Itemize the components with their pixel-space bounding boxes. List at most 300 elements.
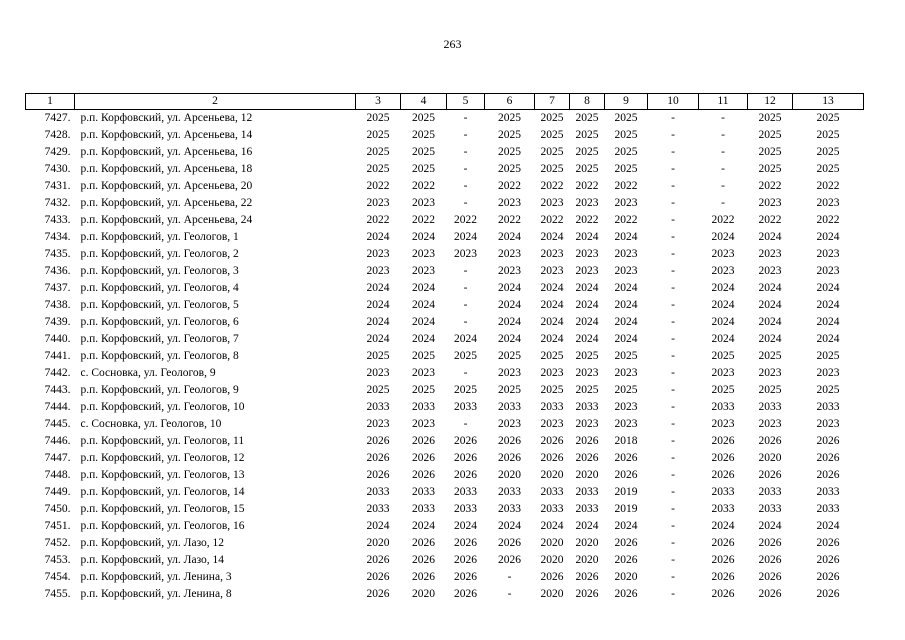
row-number-cell: 7455. [44,588,71,600]
year-cell: - [671,469,675,481]
year-cell: 2026 [412,537,435,549]
year-cell: 2023 [540,367,564,379]
row-number-cell: 7441. [44,350,71,362]
address-cell: р.п. Корфовский, ул. Геологов, 15 [80,503,245,515]
year-cell: - [463,146,468,158]
year-cell: 2026 [575,435,599,447]
year-cell: 2026 [366,554,390,566]
row-number-cell: 7439. [44,316,71,328]
address-cell: р.п. Корфовский, ул. Арсеньева, 16 [80,146,253,158]
year-cell: 2024 [540,231,564,243]
year-cell: 2024 [816,282,840,294]
year-cell: 2022 [412,180,435,192]
year-cell: 2020 [575,554,599,566]
address-cell: р.п. Корфовский, ул. Геологов, 16 [80,520,245,532]
year-cell: 2026 [575,452,599,464]
year-cell: 2024 [816,333,840,345]
year-cell: 2025 [711,384,735,396]
year-cell: 2033 [540,503,564,515]
table-row [26,246,864,263]
year-cell: 2026 [454,469,477,481]
year-cell: 2025 [540,112,564,124]
year-cell: 2023 [816,418,840,430]
table-row [26,263,864,280]
address-cell: р.п. Корфовский, ул. Геологов, 6 [80,316,239,328]
year-cell: 2026 [758,571,782,583]
address-cell: р.п. Корфовский, ул. Ленина, 3 [80,571,232,583]
year-cell: 2022 [614,180,638,192]
table-row [26,212,864,229]
year-cell: 2025 [758,112,782,124]
row-number-cell: 7452. [44,537,71,549]
address-cell: р.п. Корфовский, ул. Арсеньева, 24 [80,214,253,226]
address-cell: р.п. Корфовский, ул. Геологов, 9 [80,384,239,396]
year-cell: - [671,571,675,583]
year-cell: 2033 [498,503,521,515]
year-cell: 2022 [454,214,477,226]
year-cell: 2026 [454,452,477,464]
year-cell: 2033 [711,486,735,498]
row-number-cell: 7429. [44,146,71,158]
year-cell: 2022 [575,214,599,226]
year-cell: 2026 [498,435,521,447]
year-cell: 2022 [711,214,735,226]
year-cell: - [721,129,725,141]
year-cell: 2025 [540,350,564,362]
year-cell: 2020 [540,469,564,481]
table-body [26,110,864,604]
year-cell: 2022 [816,214,840,226]
year-cell: 2025 [540,163,564,175]
year-cell: 2025 [614,129,638,141]
year-cell: 2022 [498,180,521,192]
year-cell: 2033 [575,486,599,498]
year-cell: 2023 [366,248,390,260]
year-cell: 2025 [614,350,638,362]
address-cell: р.п. Корфовский, ул. Ленина, 8 [80,588,232,600]
column-header-11: 11 [699,94,748,110]
row-number-cell: 7438. [44,299,71,311]
year-cell: 2023 [614,265,638,277]
year-cell: 2023 [540,197,564,209]
column-header-8: 8 [570,94,605,110]
year-cell: 2026 [575,588,599,600]
table-row [26,450,864,467]
year-cell: 2022 [758,180,782,192]
year-cell: - [463,282,468,294]
year-cell: 2025 [575,129,599,141]
table-header [26,94,864,110]
year-cell: - [463,129,468,141]
year-cell: 2022 [366,214,390,226]
year-cell: 2033 [711,401,735,413]
year-cell: 2033 [575,503,599,515]
row-number-cell: 7444. [44,401,71,413]
year-cell: 2025 [498,384,521,396]
year-cell: 2020 [498,469,521,481]
table-row [26,127,864,144]
year-cell: 2033 [366,401,390,413]
address-cell: р.п. Корфовский, ул. Геологов, 11 [80,435,245,447]
year-cell: 2020 [540,537,564,549]
year-cell: 2026 [412,435,435,447]
year-cell: 2024 [498,282,521,294]
address-cell: р.п. Корфовский, ул. Геологов, 12 [80,452,245,464]
year-cell: - [671,503,675,515]
year-cell: 2024 [614,299,638,311]
year-cell: 2026 [816,571,840,583]
year-cell: 2033 [758,503,782,515]
year-cell: 2025 [498,350,521,362]
year-cell: 2024 [711,282,735,294]
year-cell: 2024 [711,333,735,345]
year-cell: - [721,146,725,158]
year-cell: 2025 [366,146,390,158]
year-cell: 2026 [758,588,782,600]
year-cell: 2020 [575,469,599,481]
year-cell: 2033 [816,503,840,515]
table-row [26,178,864,195]
year-cell: - [721,197,725,209]
year-cell: 2024 [758,282,782,294]
year-cell: - [463,418,468,430]
year-cell: 2023 [711,367,735,379]
year-cell: 2026 [816,554,840,566]
row-number-cell: 7446. [44,435,71,447]
table-row [26,569,864,586]
row-number-cell: 7443. [44,384,71,396]
year-cell: 2026 [614,452,638,464]
year-cell: 2026 [575,571,599,583]
year-cell: 2024 [412,316,435,328]
address-cell: р.п. Корфовский, ул. Арсеньева, 14 [80,129,253,141]
year-cell: 2025 [758,163,782,175]
year-cell: 2025 [575,350,599,362]
year-cell: - [463,265,468,277]
year-cell: 2026 [412,571,435,583]
year-cell: 2025 [540,146,564,158]
year-cell: 2025 [366,112,390,124]
year-cell: - [671,129,675,141]
year-cell: - [721,180,725,192]
table-row [26,399,864,416]
year-cell: 2025 [412,112,435,124]
row-number-cell: 7450. [44,503,71,515]
year-cell: - [671,214,675,226]
year-cell: - [463,180,468,192]
year-cell: 2026 [758,554,782,566]
year-cell: 2024 [454,333,477,345]
year-cell: 2025 [816,112,840,124]
year-cell: 2026 [711,435,735,447]
year-cell: 2024 [758,299,782,311]
year-cell: 2024 [758,231,782,243]
year-cell: 2025 [454,350,477,362]
address-cell: с. Сосновка, ул. Геологов, 10 [80,418,222,430]
row-number-cell: 7436. [44,265,71,277]
year-cell: 2023 [758,197,782,209]
table-row [26,416,864,433]
year-cell: 2025 [758,350,782,362]
column-header-3: 3 [356,94,401,110]
year-cell: 2026 [816,537,840,549]
table-row [26,552,864,569]
year-cell: 2025 [498,129,521,141]
row-number-cell: 7432. [44,197,71,209]
year-cell: - [463,299,468,311]
year-cell: 2024 [366,333,390,345]
row-number-cell: 7453. [44,554,71,566]
table-row [26,297,864,314]
year-cell: 2024 [540,316,564,328]
year-cell: 2033 [412,401,435,413]
year-cell: 2026 [816,588,840,600]
year-cell: 2023 [498,265,521,277]
year-cell: 2026 [454,537,477,549]
year-cell: 2025 [454,384,477,396]
year-cell: 2026 [758,469,782,481]
year-cell: - [671,112,675,124]
year-cell: 2026 [711,588,735,600]
year-cell: 2023 [711,265,735,277]
year-cell: 2023 [575,418,599,430]
table-row [26,382,864,399]
year-cell: 2023 [412,367,435,379]
year-cell: 2033 [454,486,477,498]
year-cell: 2026 [454,554,477,566]
year-cell: 2024 [711,231,735,243]
year-cell: 2025 [498,146,521,158]
year-cell: 2025 [816,163,840,175]
year-cell: - [721,163,725,175]
year-cell: - [463,197,468,209]
year-cell: 2026 [816,452,840,464]
year-cell: 2033 [816,401,840,413]
year-cell: 2023 [412,248,435,260]
year-cell: - [671,231,675,243]
year-cell: 2024 [816,316,840,328]
column-header-12: 12 [748,94,793,110]
address-cell: с. Сосновка, ул. Геологов, 9 [80,367,216,379]
year-cell: 2024 [614,333,638,345]
year-cell: 2024 [366,282,390,294]
year-cell: 2026 [498,554,521,566]
year-cell: - [463,316,468,328]
year-cell: - [671,299,675,311]
year-cell: 2024 [614,316,638,328]
address-cell: р.п. Корфовский, ул. Геологов, 7 [80,333,239,345]
year-cell: 2026 [366,452,390,464]
address-cell: р.п. Корфовский, ул. Геологов, 2 [80,248,239,260]
year-cell: - [671,384,675,396]
column-header-9: 9 [605,94,648,110]
address-cell: р.п. Корфовский, ул. Геологов, 5 [80,299,239,311]
year-cell: - [671,520,675,532]
year-cell: 2025 [575,163,599,175]
year-cell: 2023 [366,197,390,209]
year-cell: 2025 [816,146,840,158]
year-cell: 2023 [366,367,390,379]
year-cell: 2026 [711,571,735,583]
year-cell: - [671,197,675,209]
year-cell: - [463,112,468,124]
year-cell: - [671,146,675,158]
year-cell: 2025 [412,163,435,175]
year-cell: 2025 [575,112,599,124]
column-header-7: 7 [535,94,570,110]
year-cell: 2026 [540,571,564,583]
year-cell: 2025 [366,163,390,175]
year-cell: 2023 [366,265,390,277]
table-row [26,501,864,518]
year-cell: 2023 [412,265,435,277]
year-cell: 2022 [540,214,564,226]
year-cell: 2020 [366,537,390,549]
year-cell: 2023 [816,248,840,260]
year-cell: 2024 [575,316,599,328]
year-cell: 2024 [540,520,564,532]
column-header-2: 2 [75,94,356,110]
row-number-cell: 7427. [44,112,71,124]
year-cell: 2026 [366,435,390,447]
year-cell: - [671,350,675,362]
table-row [26,467,864,484]
year-cell: 2025 [366,384,390,396]
table-row [26,229,864,246]
year-cell: 2023 [816,197,840,209]
year-cell: 2023 [412,197,435,209]
year-cell: - [671,486,675,498]
address-cell: р.п. Корфовский, ул. Лазо, 14 [80,554,225,566]
year-cell: 2033 [540,401,564,413]
address-cell: р.п. Корфовский, ул. Геологов, 10 [80,401,245,413]
year-cell: 2026 [816,469,840,481]
year-cell: 2023 [412,418,435,430]
row-number-cell: 7437. [44,282,71,294]
year-cell: 2026 [711,469,735,481]
year-cell: 2024 [498,333,521,345]
year-cell: 2020 [540,554,564,566]
year-cell: 2026 [816,435,840,447]
address-cell: р.п. Корфовский, ул. Арсеньева, 12 [80,112,253,124]
year-cell: 2025 [412,350,435,362]
year-cell: 2024 [540,299,564,311]
year-cell: 2026 [412,452,435,464]
row-number-cell: 7434. [44,231,71,243]
year-cell: 2023 [498,248,521,260]
year-cell: 2024 [816,520,840,532]
year-cell: - [671,418,675,430]
year-cell: 2024 [711,316,735,328]
year-cell: 2023 [816,367,840,379]
year-cell: 2033 [366,486,390,498]
year-cell: 2033 [366,503,390,515]
year-cell: 2024 [711,299,735,311]
year-cell: 2022 [366,180,390,192]
row-number-cell: 7451. [44,520,71,532]
year-cell: 2026 [711,554,735,566]
year-cell: 2025 [711,350,735,362]
year-cell: 2033 [498,401,521,413]
year-cell: - [463,367,468,379]
year-cell: 2024 [575,231,599,243]
column-header-6: 6 [485,94,535,110]
year-cell: 2022 [412,214,435,226]
year-cell: 2025 [366,350,390,362]
year-cell: 2024 [498,299,521,311]
year-cell: 2033 [758,401,782,413]
row-number-cell: 7435. [44,248,71,260]
year-cell: 2026 [366,571,390,583]
year-cell: 2026 [498,537,521,549]
year-cell: 2025 [498,163,521,175]
year-cell: - [507,571,512,583]
year-cell: 2023 [498,197,521,209]
table-row [26,433,864,450]
year-cell: 2033 [816,486,840,498]
table-row [26,331,864,348]
year-cell: 2024 [614,231,638,243]
year-cell: - [671,588,675,600]
table-row [26,195,864,212]
year-cell: 2025 [758,146,782,158]
table-row [26,144,864,161]
year-cell: 2024 [575,282,599,294]
year-cell: 2023 [498,367,521,379]
year-cell: 2024 [454,231,477,243]
table-row [26,484,864,501]
register-table [25,93,864,603]
year-cell: 2019 [614,486,638,498]
year-cell: - [671,452,675,464]
year-cell: 2026 [614,554,638,566]
year-cell: 2024 [412,282,435,294]
year-cell: 2024 [575,333,599,345]
table-row [26,280,864,297]
year-cell: 2033 [540,486,564,498]
year-cell: 2019 [614,503,638,515]
year-cell: 2026 [454,435,477,447]
year-cell: - [721,112,725,124]
page-number: 263 [443,37,462,51]
row-number-cell: 7440. [44,333,71,345]
year-cell: 2033 [454,401,477,413]
year-cell: 2026 [366,588,390,600]
year-cell: - [671,333,675,345]
year-cell: 2024 [614,282,638,294]
table-row [26,110,864,128]
year-cell: 2022 [758,214,782,226]
year-cell: 2024 [816,231,840,243]
year-cell: 2024 [575,520,599,532]
year-cell: 2023 [454,248,477,260]
year-cell: 2023 [711,248,735,260]
table-row [26,348,864,365]
year-cell: 2020 [412,588,435,600]
year-cell: 2025 [614,163,638,175]
address-cell: р.п. Корфовский, ул. Геологов, 3 [80,265,239,277]
year-cell: 2018 [614,435,638,447]
year-cell: 2023 [575,367,599,379]
year-cell: 2023 [540,248,564,260]
year-cell: 2022 [614,214,638,226]
column-header-1: 1 [26,94,75,110]
year-cell: 2023 [758,265,782,277]
table-row [26,161,864,178]
year-cell: 2024 [366,231,390,243]
year-cell: - [671,265,675,277]
year-cell: 2023 [614,248,638,260]
